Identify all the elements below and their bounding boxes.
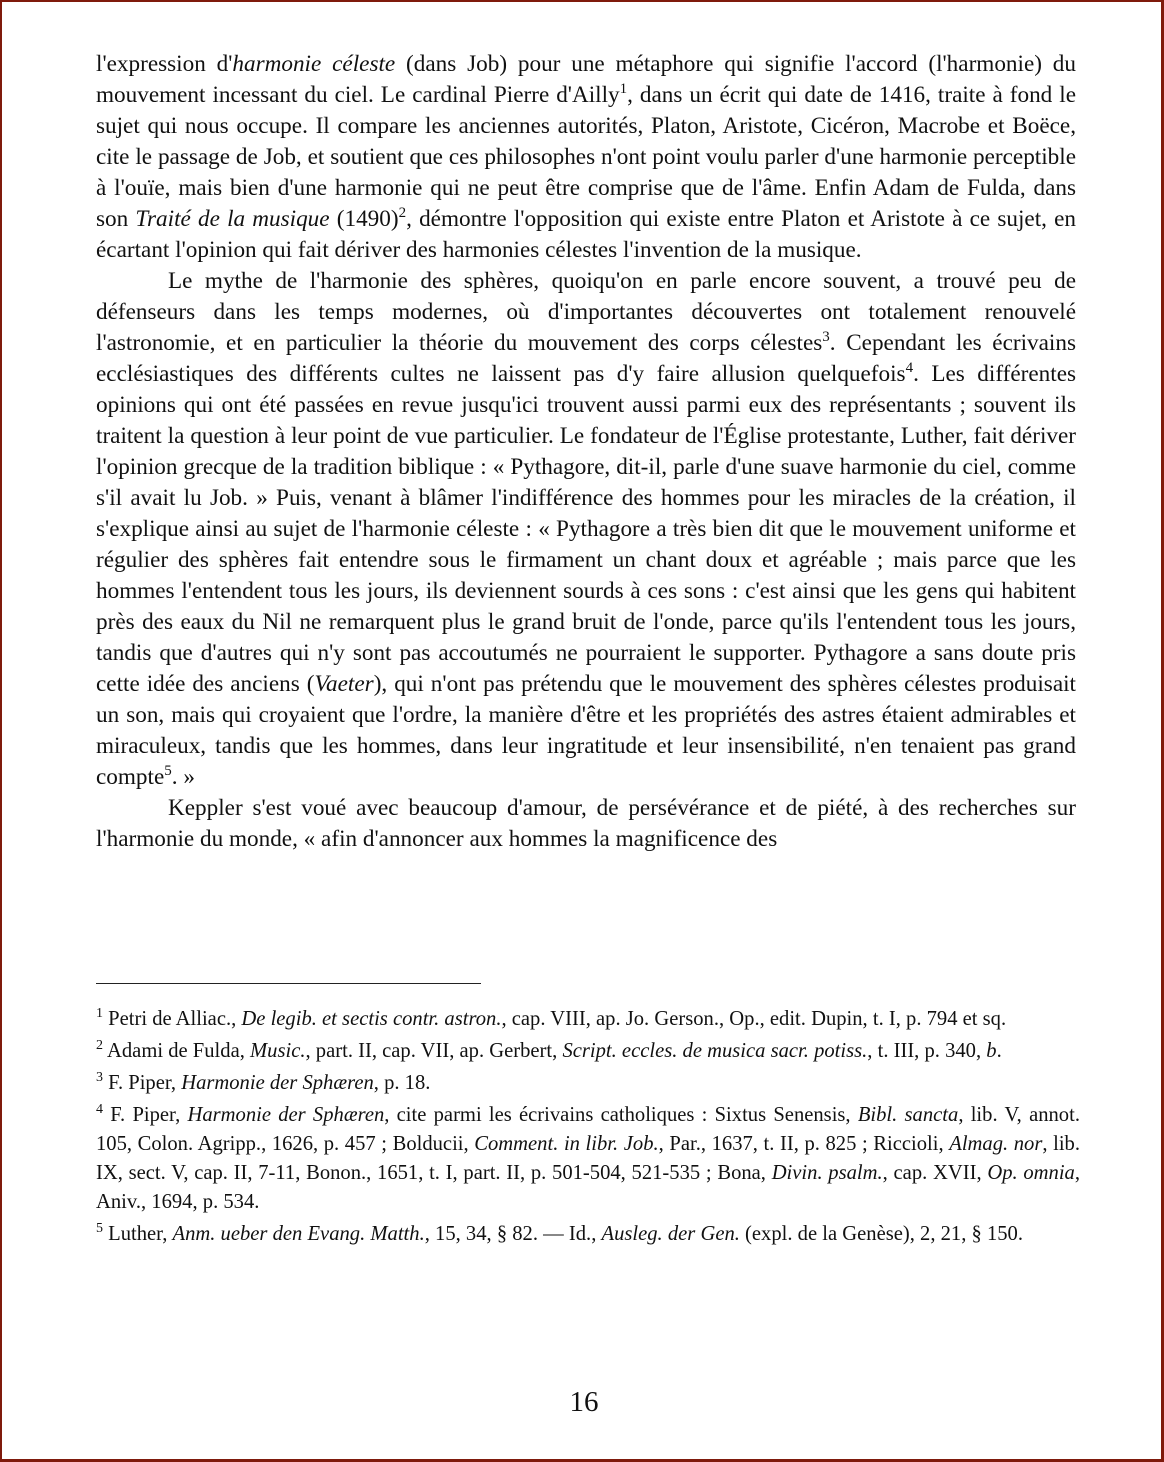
footnote-number: 1 (96, 1006, 103, 1021)
text: , Par., 1637, t. II, p. 825 ; Riccioli, (658, 1133, 950, 1155)
footnote-1 (96, 1005, 1080, 1034)
text: Adami de Fulda, (103, 1040, 251, 1062)
footnote-ref-1[interactable]: 1 (619, 81, 628, 97)
text: , Aniv., 1694, p. 534. (96, 1162, 1081, 1213)
text: Le mythe de l'harmonie des sphères, quoiqu'on en parle encore souvent, a trouvé peu de défenseurs dans les temps modernes, où d'importantes découvertes ont totalement renouvelé l'astronomie, et en particulier la théorie du mouvement des corps célestes (96, 268, 1076, 356)
footnote-5 (96, 1220, 1080, 1249)
italic-text: Music. (250, 1040, 306, 1062)
italic-text: Anm. ueber den Evang. Matth. (172, 1223, 425, 1245)
text: (1490) (329, 206, 399, 232)
italic-text: b (986, 1040, 997, 1062)
text: (dans Job) pour une métaphore qui signifie l'accord (l'harmonie) du mouvement incessant du ciel. Le cardinal Pierre d'Ailly (96, 51, 1076, 108)
text: , cap. XVII, (882, 1162, 988, 1184)
text: , 15, 34, § 82. — Id., (424, 1223, 602, 1245)
footnote-number: 2 (96, 1038, 103, 1053)
text: , démontre l'opposition qui existe entre Platon et Aristote à ce sujet, en écartant l'opinion qui fait dériver des harmonies célestes l'invention de la musique. (96, 206, 1077, 263)
text: , cap. VIII, ap. Jo. Gerson., Op., edit. Dupin, t. I, p. 794 et sq. (501, 1008, 1007, 1030)
italic-text: Bibl. sancta (857, 1104, 959, 1126)
italic-text: Almag. nor (949, 1133, 1043, 1155)
text: (expl. de la Genèse), 2, 21, § 150. (739, 1223, 1023, 1245)
footnote-ref-4[interactable]: 4 (905, 360, 914, 376)
text: Petri de Alliac., (103, 1008, 242, 1030)
text: Luther, (103, 1223, 173, 1245)
footnote-ref-2[interactable]: 2 (398, 205, 407, 221)
italic-text: Op. omnia (987, 1162, 1075, 1184)
italic-text: Comment. in libr. Job. (474, 1133, 659, 1155)
italic-text: Ausleg. der Gen. (601, 1223, 740, 1245)
page-number: 16 (569, 1386, 599, 1418)
italic-text: Script. eccles. de musica sacr. potiss. (562, 1040, 868, 1062)
footnote-number: 3 (96, 1070, 103, 1085)
text: , lib. IX, sect. V, cap. II, 7-11, Bonon., 1651, t. I, part. II, p. 501-504, 521-535 ; Bona, (96, 1133, 1081, 1184)
text: . Cependant les écrivains ecclésiastiques des différents cultes ne laissent pas d'y faire allusion quelquefois (96, 330, 1076, 387)
text: ), qui n'ont pas prétendu que le mouvement des sphères célestes produisait un son, mais qui croyaient que l'ordre, la manière d'être et les propriétés des astres étaient admirables et miraculeux, tandis que les hommes, dans leur ingratitude et leur insensibilité, n'en tenaient pas grand compte (96, 671, 1076, 790)
footnote-2 (96, 1037, 1080, 1066)
text: , t. III, p. 340, (867, 1040, 987, 1062)
paragraph-2 (96, 266, 1076, 793)
italic-text: Vaeter (314, 671, 374, 697)
footnote-number: 5 (96, 1221, 103, 1236)
footnotes (96, 1005, 1080, 1252)
text: l'expression d' (96, 51, 233, 77)
footnote-4 (96, 1101, 1080, 1217)
text: , part. II, cap. VII, ap. Gerbert, (305, 1040, 563, 1062)
text: . Les différentes opinions qui ont été passées en revue jusqu'ici trouvent aussi parmi eux des représentants ; souvent ils traitent la question à leur point de vue particulier. Le fondateur de l'Église protestante, Luther, fait dériver l'opinion grecque de la tradition biblique : « Pythagore, dit-il, parle d'une suave harmonie du ciel, comme s'il avait lu Job. » Puis, venant à blâmer l'indifférence des hommes pour les miracles de la création, il s'explique ainsi au sujet de l'harmonie céleste : « Pythagore a très bien dit que le mouvement uniforme et régulier des sphères fait entendre sous le firmament un chant doux et agréable ; mais parce que les hommes l'entendent tous les jours, ils deviennent sourds à ces sons : c'est ainsi que les gens qui habitent près des eaux du Nil ne remarquent plus le grand bruit de l'onde, parce qu'ils l'entendent tous les jours, tandis que d'autres qui n'y sont pas accoutumés ne pourraient le supporter. Pythagore a sans doute pris cette idée des anciens ( (96, 361, 1077, 697)
text: . (996, 1040, 1002, 1062)
footnote-3 (96, 1069, 1080, 1098)
italic-text: Harmonie der Sphæren (187, 1104, 385, 1126)
text: . » (171, 764, 195, 790)
paragraph-1 (96, 49, 1076, 266)
text: Keppler s'est voué avec beaucoup d'amour, de persévérance et de piété, à des recherches sur l'harmonie du monde, « afin d'annoncer aux hommes la magnificence des (96, 795, 1076, 852)
text: , dans un écrit qui date de 1416, traite à fond le sujet qui nous occupe. Il compare les anciennes autorités, Platon, Aristote, Cicéron, Macrobe et Boëce, cite le passage de Job, et soutient que ces philosophes n'ont point voulu parler d'une harmonie perceptible à l'ouïe, mais bien d'une harmonie qui ne peut être comprise que de l'âme. Enfin Adam de Fulda, dans son (96, 82, 1076, 232)
body-text (96, 49, 1076, 855)
italic-text: harmonie céleste (232, 51, 396, 77)
italic-text: Traité de la musique (135, 206, 330, 232)
footnote-number: 4 (96, 1102, 103, 1117)
italic-text: Divin. psalm. (771, 1162, 883, 1184)
footnote-ref-5[interactable]: 5 (164, 763, 172, 779)
text: , cite parmi les écrivains catholiques : Sixtus Senensis, (384, 1104, 858, 1126)
footnote-ref-3[interactable]: 3 (822, 329, 830, 345)
footnote-separator (96, 983, 481, 984)
italic-text: De legib. et sectis contr. astron. (241, 1008, 502, 1030)
text: , lib. V, annot. 105, Colon. Agripp., 1626, p. 457 ; Bolducii, (96, 1104, 1080, 1155)
italic-text: Harmonie der Sphæren (181, 1072, 374, 1094)
text: F. Piper, (103, 1104, 188, 1126)
text: F. Piper, (103, 1072, 182, 1094)
paragraph-3 (96, 793, 1076, 855)
text: , p. 18. (373, 1072, 431, 1094)
